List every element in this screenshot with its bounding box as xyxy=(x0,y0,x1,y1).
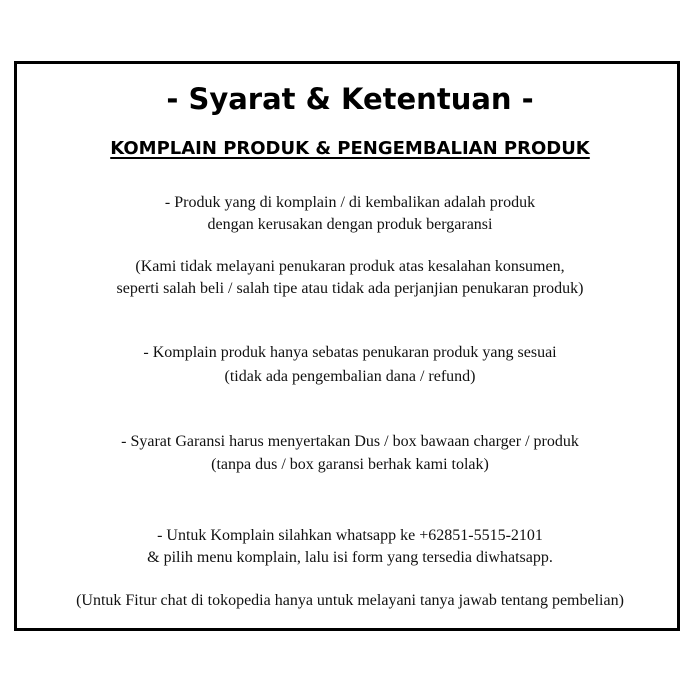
terms-line: (Kami tidak melayani penukaran produk atas kesalahan konsumen, xyxy=(135,258,565,275)
terms-line: dengan kerusakan dengan produk bergaransi xyxy=(207,216,493,233)
terms-line: - Produk yang di komplain / di kembalikan adalah produk xyxy=(164,194,536,211)
terms-line: (tidak ada pengembalian dana / refund) xyxy=(224,368,476,385)
terms-line: - Syarat Garansi harus menyertakan Dus / box bawaan charger / produk xyxy=(121,433,579,450)
document-title: - Syarat & Ketentuan - xyxy=(166,82,534,116)
document-subtitle xyxy=(0,138,700,159)
terms-line: (tanpa dus / box garansi berhak kami tolak) xyxy=(211,456,489,473)
terms-line: - Untuk Komplain silahkan whatsapp ke +62851-5515-2101 xyxy=(157,527,543,544)
terms-line: (Untuk Fitur chat di tokopedia hanya untuk melayani tanya jawab tentang pembelian) xyxy=(76,592,624,609)
terms-line: seperti salah beli / salah tipe atau tidak ada perjanjian penukaran produk) xyxy=(116,280,584,297)
terms-line: - Komplain produk hanya sebatas penukaran produk yang sesuai xyxy=(143,344,557,361)
document-subtitle-text: KOMPLAIN PRODUK & PENGEMBALIAN PRODUK xyxy=(110,138,590,159)
terms-line: & pilih menu komplain, lalu isi form yang tersedia diwhatsapp. xyxy=(147,549,553,566)
